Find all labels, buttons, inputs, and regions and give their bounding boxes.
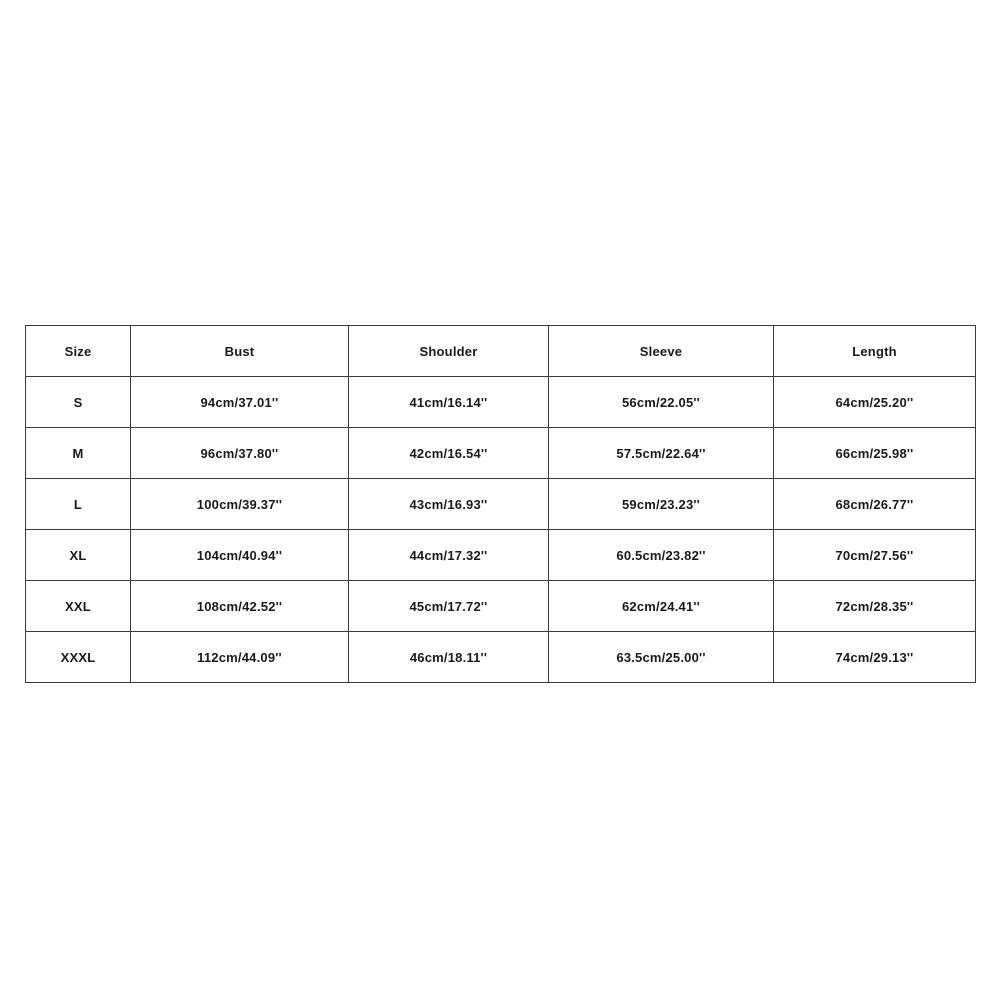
size-chart-container [25,325,975,683]
table-row [26,581,976,632]
cell-length: 72cm/28.35'' [774,581,976,632]
cell-bust: 100cm/39.37'' [131,479,349,530]
table-row [26,479,976,530]
cell-shoulder: 45cm/17.72'' [349,581,549,632]
cell-size: S [26,377,131,428]
column-header-length: Length [774,326,976,377]
cell-length: 66cm/25.98'' [774,428,976,479]
cell-length: 64cm/25.20'' [774,377,976,428]
cell-size: M [26,428,131,479]
column-header-bust: Bust [131,326,349,377]
table-header-row [26,326,976,377]
cell-length: 70cm/27.56'' [774,530,976,581]
cell-size: L [26,479,131,530]
cell-sleeve: 60.5cm/23.82'' [549,530,774,581]
table-row [26,428,976,479]
table-header [26,326,976,377]
cell-shoulder: 46cm/18.11'' [349,632,549,683]
cell-bust: 112cm/44.09'' [131,632,349,683]
cell-size: XL [26,530,131,581]
cell-size: XXL [26,581,131,632]
cell-length: 74cm/29.13'' [774,632,976,683]
table-row [26,530,976,581]
cell-bust: 104cm/40.94'' [131,530,349,581]
cell-bust: 96cm/37.80'' [131,428,349,479]
table-row [26,632,976,683]
cell-bust: 108cm/42.52'' [131,581,349,632]
column-header-sleeve: Sleeve [549,326,774,377]
cell-length: 68cm/26.77'' [774,479,976,530]
cell-sleeve: 59cm/23.23'' [549,479,774,530]
table-body [26,377,976,683]
column-header-shoulder: Shoulder [349,326,549,377]
cell-shoulder: 43cm/16.93'' [349,479,549,530]
cell-size: XXXL [26,632,131,683]
table-row [26,377,976,428]
cell-shoulder: 44cm/17.32'' [349,530,549,581]
size-chart-table [25,325,976,683]
cell-sleeve: 63.5cm/25.00'' [549,632,774,683]
cell-shoulder: 42cm/16.54'' [349,428,549,479]
cell-bust: 94cm/37.01'' [131,377,349,428]
cell-sleeve: 62cm/24.41'' [549,581,774,632]
cell-sleeve: 57.5cm/22.64'' [549,428,774,479]
cell-sleeve: 56cm/22.05'' [549,377,774,428]
cell-shoulder: 41cm/16.14'' [349,377,549,428]
column-header-size: Size [26,326,131,377]
